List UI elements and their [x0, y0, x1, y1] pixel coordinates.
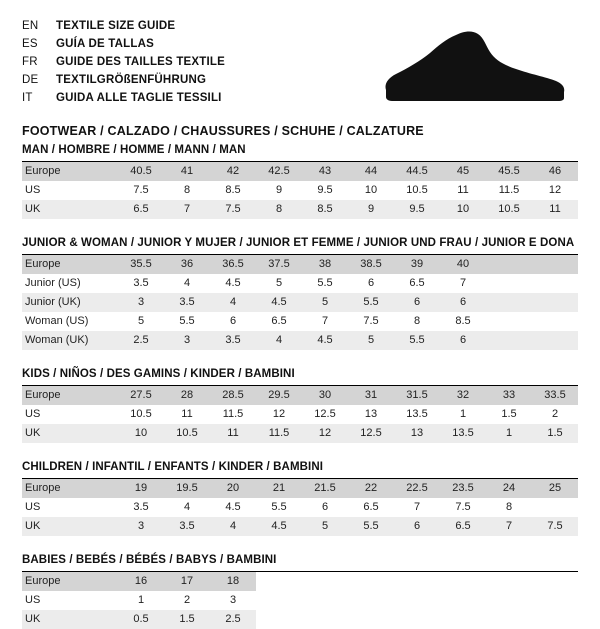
cell: 11 [210, 424, 256, 443]
cell-empty [302, 591, 348, 610]
cell: 8.5 [302, 200, 348, 219]
cell-empty [486, 572, 532, 591]
size-table-body [22, 162, 578, 219]
cell: 2.5 [210, 610, 256, 629]
cell: 6.5 [394, 274, 440, 293]
cell: 4.5 [210, 274, 256, 293]
section-babies [22, 554, 578, 629]
cell-empty [486, 610, 532, 629]
cell: 44 [348, 162, 394, 181]
size-table-babies [22, 572, 578, 629]
cell: 1 [440, 405, 486, 424]
cell: 3 [210, 591, 256, 610]
language-code: ES [22, 38, 38, 50]
cell: 21.5 [302, 479, 348, 498]
cell: 10 [118, 424, 164, 443]
cell: 13 [394, 424, 440, 443]
language-row [22, 72, 225, 90]
cell: 20 [210, 479, 256, 498]
cell: 3.5 [164, 293, 210, 312]
cell: 5.5 [164, 312, 210, 331]
cell: 5 [256, 274, 302, 293]
cell: 4 [164, 274, 210, 293]
language-code: EN [22, 20, 39, 32]
cell: 3 [118, 293, 164, 312]
cell: 9.5 [302, 181, 348, 200]
cell: 5.5 [348, 517, 394, 536]
section-junior-woman [22, 237, 578, 350]
cell: 3.5 [118, 274, 164, 293]
cell: 1 [118, 591, 164, 610]
cell: 46 [532, 162, 578, 181]
cell: 9 [348, 200, 394, 219]
cell: 4.5 [210, 498, 256, 517]
cell-empty [532, 572, 578, 591]
cell: 21 [256, 479, 302, 498]
cell: 12 [532, 181, 578, 200]
cell: 7.5 [440, 498, 486, 517]
cell-empty [532, 610, 578, 629]
cell: 6 [440, 293, 486, 312]
cell: 38.5 [348, 255, 394, 274]
cell: 10.5 [164, 424, 210, 443]
cell: 12.5 [302, 405, 348, 424]
cell: 11.5 [210, 405, 256, 424]
cell: 8 [164, 181, 210, 200]
size-table-kids [22, 386, 578, 443]
cell: 11.5 [486, 181, 532, 200]
cell-empty [348, 610, 394, 629]
cell: 6.5 [348, 498, 394, 517]
cell: 13.5 [394, 405, 440, 424]
cell-empty [486, 274, 532, 293]
cell: 1.5 [164, 610, 210, 629]
cell: 39 [394, 255, 440, 274]
section-title: MAN / HOMBRE / HOMME / MANN / MAN [22, 144, 246, 156]
table-row [22, 498, 578, 517]
section-title: CHILDREN / INFANTIL / ENFANTS / KINDER / BAMBINI [22, 461, 324, 473]
cell: 11 [164, 405, 210, 424]
cell: 6 [394, 517, 440, 536]
cell: 42.5 [256, 162, 302, 181]
cell: 4 [210, 293, 256, 312]
cell: 7 [486, 517, 532, 536]
cell: 44.5 [394, 162, 440, 181]
size-table-body [22, 479, 578, 536]
cell: 1 [486, 424, 532, 443]
cell: 5 [118, 312, 164, 331]
cell: 8 [256, 200, 302, 219]
cell-empty [440, 572, 486, 591]
cell: 3 [118, 517, 164, 536]
table-row [22, 424, 578, 443]
cell: 4.5 [302, 331, 348, 350]
cell-empty [532, 331, 578, 350]
cell: 17 [164, 572, 210, 591]
cell: 6 [348, 274, 394, 293]
table-row [22, 293, 578, 312]
cell: 4 [256, 331, 302, 350]
cell-empty [348, 572, 394, 591]
table-row [22, 591, 578, 610]
cell: 7 [394, 498, 440, 517]
language-title-body [22, 18, 225, 108]
cell: 8 [486, 498, 532, 517]
cell: 2 [164, 591, 210, 610]
cell: 6 [302, 498, 348, 517]
cell: 5 [302, 293, 348, 312]
size-table-children [22, 479, 578, 536]
cell-empty [302, 610, 348, 629]
cell: 3.5 [164, 517, 210, 536]
cell: 4.5 [256, 293, 302, 312]
cell: 10.5 [486, 200, 532, 219]
footwear-heading: FOOTWEAR / CALZADO / CHAUSSURES / SCHUHE / CALZATURE [22, 124, 424, 138]
cell: 43 [302, 162, 348, 181]
cell: 7.5 [532, 517, 578, 536]
cell: 38 [302, 255, 348, 274]
cell: 5.5 [256, 498, 302, 517]
table-row [22, 405, 578, 424]
cell: 24 [486, 479, 532, 498]
row-label: US [22, 405, 118, 424]
language-title: GUIDA ALLE TAGLIE TESSILI [56, 92, 222, 104]
section-kids [22, 368, 578, 443]
table-row [22, 610, 578, 629]
cell: 5 [348, 331, 394, 350]
cell: 10 [440, 200, 486, 219]
cell: 10 [348, 181, 394, 200]
row-label: Europe [22, 386, 118, 405]
cell-empty [486, 591, 532, 610]
cell: 25 [532, 479, 578, 498]
size-table-body [22, 255, 578, 350]
cell: 23.5 [440, 479, 486, 498]
cell: 45 [440, 162, 486, 181]
cell-empty [394, 610, 440, 629]
cell-empty [256, 610, 302, 629]
table-row [22, 386, 578, 405]
section-title: JUNIOR & WOMAN / JUNIOR Y MUJER / JUNIOR ET FEMME / JUNIOR UND FRAU / JUNIOR E DONA [22, 237, 575, 249]
cell: 2.5 [118, 331, 164, 350]
cell: 30 [302, 386, 348, 405]
cell-empty [532, 312, 578, 331]
cell: 35.5 [118, 255, 164, 274]
table-row [22, 517, 578, 536]
cell: 41 [164, 162, 210, 181]
table-row [22, 572, 578, 591]
table-row [22, 162, 578, 181]
cell-empty [348, 591, 394, 610]
table-row [22, 479, 578, 498]
cell: 32 [440, 386, 486, 405]
cell: 31.5 [394, 386, 440, 405]
row-label: UK [22, 610, 118, 629]
language-title: TEXTILE SIZE GUIDE [56, 20, 176, 32]
table-row [22, 331, 578, 350]
row-label: Europe [22, 572, 118, 591]
size-table-body [22, 386, 578, 443]
language-row [22, 90, 225, 108]
cell-empty [532, 274, 578, 293]
row-label: Junior (UK) [22, 293, 118, 312]
cell: 29.5 [256, 386, 302, 405]
language-code: IT [22, 92, 33, 104]
language-title: TEXTILGRÖßENFÜHRUNG [56, 74, 207, 86]
cell-empty [532, 293, 578, 312]
row-label: US [22, 498, 118, 517]
cell: 0.5 [118, 610, 164, 629]
row-label: Europe [22, 162, 118, 181]
cell: 36.5 [210, 255, 256, 274]
cell: 16 [118, 572, 164, 591]
row-label: Europe [22, 479, 118, 498]
cell-empty [302, 572, 348, 591]
table-row [22, 200, 578, 219]
row-label: UK [22, 200, 118, 219]
row-label: US [22, 181, 118, 200]
cell: 3.5 [118, 498, 164, 517]
cell: 4 [164, 498, 210, 517]
row-label: UK [22, 517, 118, 536]
table-row [22, 274, 578, 293]
cell: 3 [164, 331, 210, 350]
header [22, 18, 578, 138]
cell: 5 [302, 517, 348, 536]
table-row [22, 312, 578, 331]
language-title: GUÍA DE TALLAS [56, 38, 154, 50]
cell: 11.5 [256, 424, 302, 443]
cell-empty [394, 572, 440, 591]
size-table-junior-woman [22, 255, 578, 350]
section-title: BABIES / BEBÉS / BÉBÉS / BABYS / BAMBINI [22, 554, 277, 566]
cell: 31 [348, 386, 394, 405]
cell: 19 [118, 479, 164, 498]
row-label: Woman (US) [22, 312, 118, 331]
cell: 3.5 [210, 331, 256, 350]
cell: 7.5 [348, 312, 394, 331]
language-title-list [22, 18, 225, 108]
row-label: US [22, 591, 118, 610]
language-row [22, 54, 225, 72]
row-label: Junior (US) [22, 274, 118, 293]
size-table-man [22, 162, 578, 219]
cell: 8.5 [440, 312, 486, 331]
table-row [22, 181, 578, 200]
cell-empty [486, 255, 532, 274]
cell: 5.5 [348, 293, 394, 312]
cell: 12 [302, 424, 348, 443]
cell: 22 [348, 479, 394, 498]
row-label: Europe [22, 255, 118, 274]
cell-empty [486, 312, 532, 331]
cell [532, 498, 578, 517]
section-man [22, 144, 578, 219]
cell: 12 [256, 405, 302, 424]
dress-shoe-icon [378, 28, 568, 106]
cell: 11 [532, 200, 578, 219]
cell-empty [486, 331, 532, 350]
cell: 11 [440, 181, 486, 200]
cell-empty [440, 591, 486, 610]
cell-empty [532, 255, 578, 274]
cell: 4 [210, 517, 256, 536]
cell: 18 [210, 572, 256, 591]
cell-empty [440, 610, 486, 629]
cell-empty [532, 591, 578, 610]
language-row [22, 18, 225, 36]
row-label: UK [22, 424, 118, 443]
cell: 40 [440, 255, 486, 274]
cell: 10.5 [118, 405, 164, 424]
cell: 7 [302, 312, 348, 331]
cell: 6 [394, 293, 440, 312]
cell: 1.5 [486, 405, 532, 424]
row-label: Woman (UK) [22, 331, 118, 350]
cell: 6.5 [118, 200, 164, 219]
cell: 6 [440, 331, 486, 350]
cell: 6.5 [440, 517, 486, 536]
cell: 19.5 [164, 479, 210, 498]
cell: 40.5 [118, 162, 164, 181]
cell: 33.5 [532, 386, 578, 405]
cell-empty [486, 293, 532, 312]
cell: 45.5 [486, 162, 532, 181]
cell: 28 [164, 386, 210, 405]
cell: 7 [164, 200, 210, 219]
cell: 8 [394, 312, 440, 331]
cell-empty [394, 591, 440, 610]
cell-empty [256, 572, 302, 591]
language-code: DE [22, 74, 39, 86]
cell: 6.5 [256, 312, 302, 331]
language-row [22, 36, 225, 54]
table-row [22, 255, 578, 274]
cell: 33 [486, 386, 532, 405]
cell: 13.5 [440, 424, 486, 443]
cell: 10.5 [394, 181, 440, 200]
cell: 4.5 [256, 517, 302, 536]
cell: 2 [532, 405, 578, 424]
cell: 7.5 [210, 200, 256, 219]
cell: 27.5 [118, 386, 164, 405]
cell: 5.5 [302, 274, 348, 293]
size-table-body [22, 572, 578, 629]
cell: 37.5 [256, 255, 302, 274]
cell: 7 [440, 274, 486, 293]
cell: 8.5 [210, 181, 256, 200]
section-title: KIDS / NIÑOS / DES GAMINS / KINDER / BAMBINI [22, 368, 295, 380]
cell-empty [256, 591, 302, 610]
cell: 13 [348, 405, 394, 424]
cell: 9.5 [394, 200, 440, 219]
language-title: GUIDE DES TAILLES TEXTILE [56, 56, 225, 68]
cell: 1.5 [532, 424, 578, 443]
section-children [22, 461, 578, 536]
cell: 42 [210, 162, 256, 181]
cell: 28.5 [210, 386, 256, 405]
cell: 22.5 [394, 479, 440, 498]
cell: 36 [164, 255, 210, 274]
cell: 5.5 [394, 331, 440, 350]
language-code: FR [22, 56, 38, 68]
cell: 7.5 [118, 181, 164, 200]
cell: 12.5 [348, 424, 394, 443]
cell: 9 [256, 181, 302, 200]
cell: 6 [210, 312, 256, 331]
